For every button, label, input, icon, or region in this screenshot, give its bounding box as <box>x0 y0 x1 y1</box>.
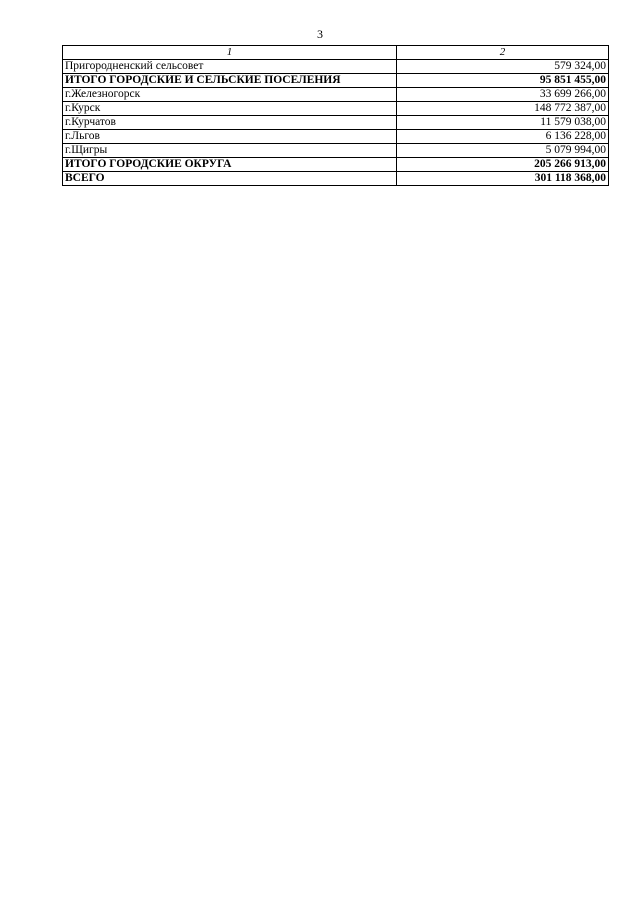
row-name: ВСЕГО <box>63 172 397 186</box>
table-row <box>63 130 609 144</box>
table-row <box>63 88 609 102</box>
table-row <box>63 74 609 88</box>
row-amount: 579 324,00 <box>397 60 609 74</box>
table-row <box>63 144 609 158</box>
budget-table <box>62 45 609 186</box>
header-row <box>63 46 609 60</box>
table-row <box>63 172 609 186</box>
row-name: г.Курчатов <box>63 116 397 130</box>
table-row <box>63 158 609 172</box>
row-amount: 33 699 266,00 <box>397 88 609 102</box>
row-name: г.Льгов <box>63 130 397 144</box>
row-name: г.Железногорск <box>63 88 397 102</box>
table-row <box>63 60 609 74</box>
page-number: 3 <box>317 27 323 41</box>
row-amount: 301 118 368,00 <box>397 172 609 186</box>
column-header-2: 2 <box>397 46 609 60</box>
column-header-1: 1 <box>63 46 397 60</box>
row-name: Пригородненский сельсовет <box>63 60 397 74</box>
row-name: ИТОГО ГОРОДСКИЕ И СЕЛЬСКИЕ ПОСЕЛЕНИЯ <box>63 74 397 88</box>
row-name: ИТОГО ГОРОДСКИЕ ОКРУГА <box>63 158 397 172</box>
row-amount: 11 579 038,00 <box>397 116 609 130</box>
row-name: г.Щигры <box>63 144 397 158</box>
table-row <box>63 102 609 116</box>
row-amount: 148 772 387,00 <box>397 102 609 116</box>
row-amount: 205 266 913,00 <box>397 158 609 172</box>
row-amount: 6 136 228,00 <box>397 130 609 144</box>
row-amount: 95 851 455,00 <box>397 74 609 88</box>
table-row <box>63 116 609 130</box>
row-amount: 5 079 994,00 <box>397 144 609 158</box>
row-name: г.Курск <box>63 102 397 116</box>
